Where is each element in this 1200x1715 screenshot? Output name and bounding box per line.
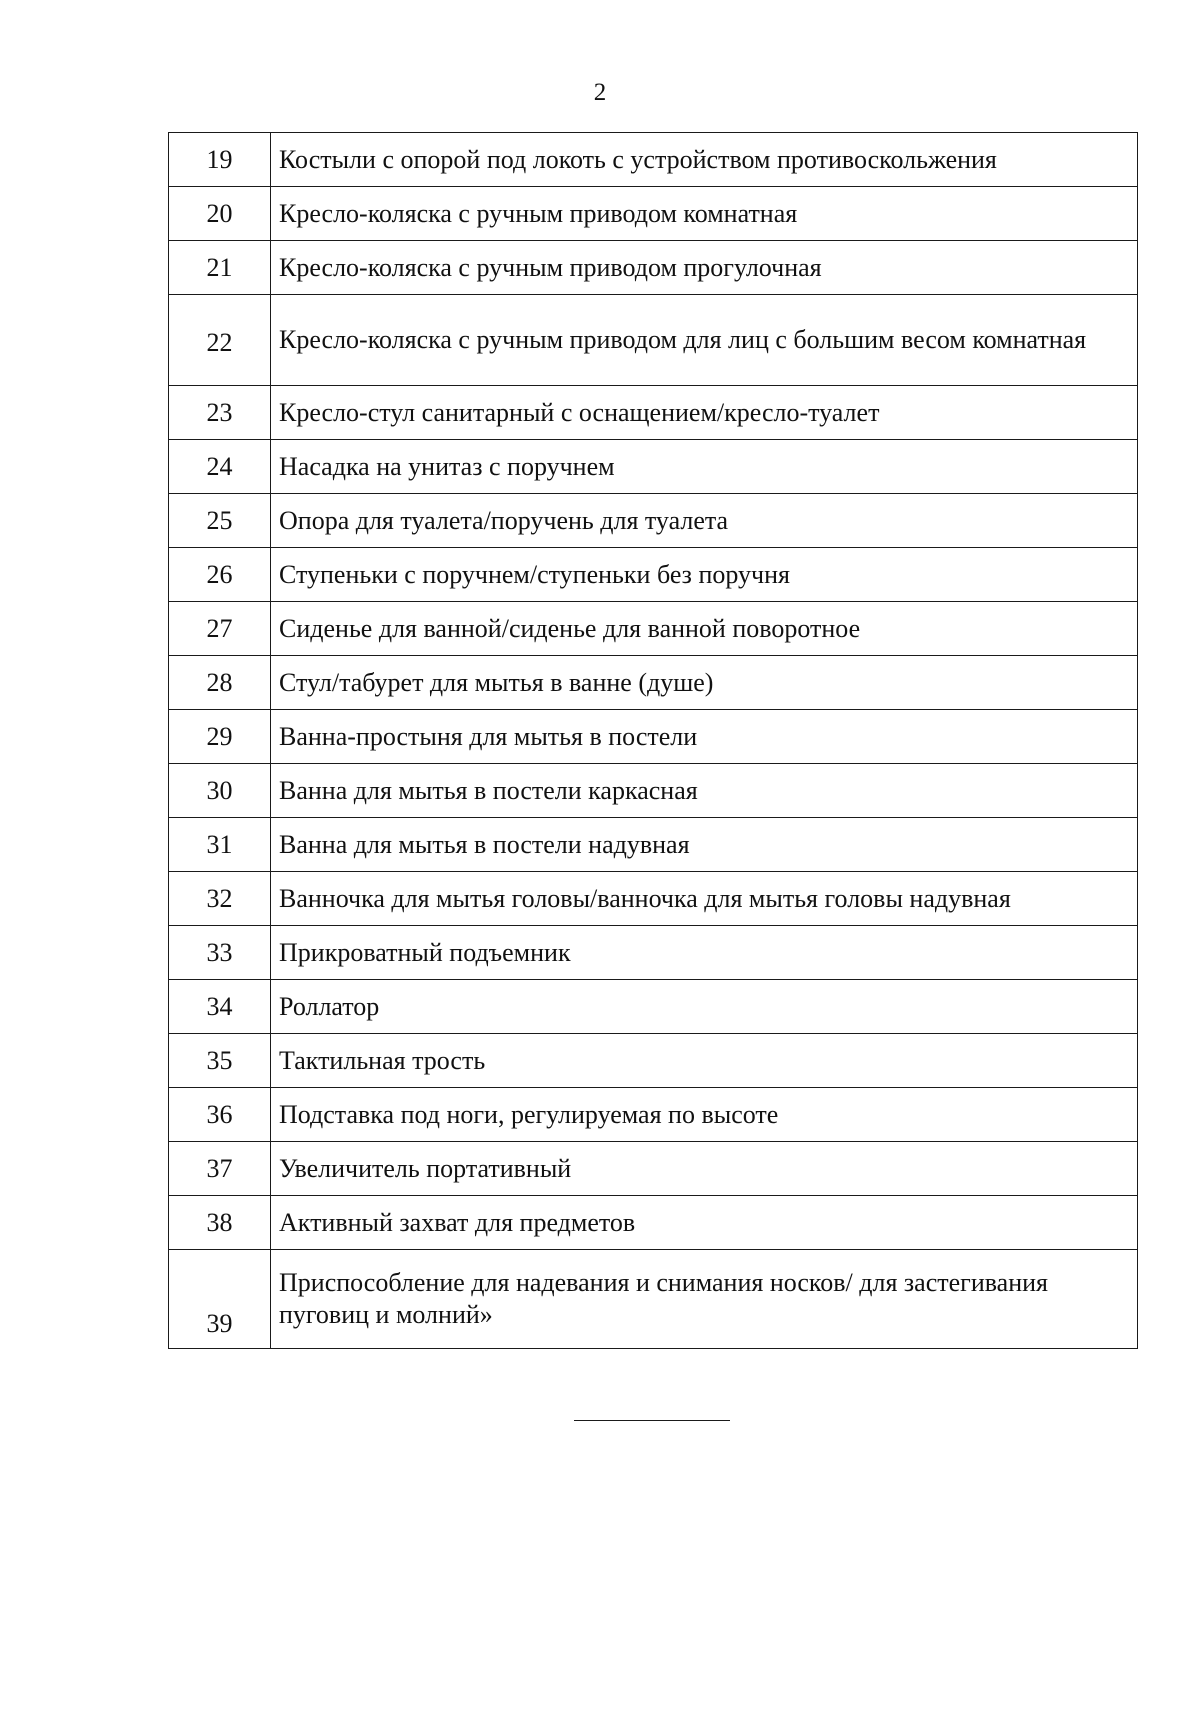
row-number: 39 <box>169 1250 271 1349</box>
table-row <box>169 764 1138 818</box>
row-number: 31 <box>169 818 271 872</box>
row-item-name: Ванна для мытья в постели надувная <box>271 818 1138 872</box>
row-item-name: Ванна-простыня для мытья в постели <box>271 710 1138 764</box>
row-number: 24 <box>169 440 271 494</box>
row-item-name: Ванна для мытья в постели каркасная <box>271 764 1138 818</box>
table-row <box>169 872 1138 926</box>
row-number: 35 <box>169 1034 271 1088</box>
row-item-name: Опора для туалета/поручень для туалета <box>271 494 1138 548</box>
row-item-name: Кресло-коляска с ручным приводом для лиц с большим весом комнатная <box>271 295 1138 386</box>
row-number: 28 <box>169 656 271 710</box>
row-number: 34 <box>169 980 271 1034</box>
row-number: 32 <box>169 872 271 926</box>
table-row <box>169 1196 1138 1250</box>
table-row <box>169 241 1138 295</box>
row-item-name: Увеличитель портативный <box>271 1142 1138 1196</box>
table-row <box>169 1250 1138 1349</box>
row-item-name: Приспособление для надевания и снимания носков/ для застегивания пуговиц и молний» <box>271 1250 1138 1349</box>
table-row <box>169 710 1138 764</box>
table-row <box>169 133 1138 187</box>
row-number: 29 <box>169 710 271 764</box>
row-item-name: Насадка на унитаз с поручнем <box>271 440 1138 494</box>
row-number: 21 <box>169 241 271 295</box>
row-number: 19 <box>169 133 271 187</box>
row-item-name: Роллатор <box>271 980 1138 1034</box>
row-number: 30 <box>169 764 271 818</box>
row-item-name: Кресло-коляска с ручным приводом комнатная <box>271 187 1138 241</box>
row-number: 27 <box>169 602 271 656</box>
row-number: 20 <box>169 187 271 241</box>
row-item-name: Стул/табурет для мытья в ванне (душе) <box>271 656 1138 710</box>
row-item-name: Кресло-коляска с ручным приводом прогулочная <box>271 241 1138 295</box>
end-divider-line <box>574 1420 730 1421</box>
table-row <box>169 602 1138 656</box>
table-row <box>169 1088 1138 1142</box>
row-item-name: Ступеньки с поручнем/ступеньки без поручня <box>271 548 1138 602</box>
table-row <box>169 494 1138 548</box>
table-row <box>169 440 1138 494</box>
row-number: 36 <box>169 1088 271 1142</box>
table-row <box>169 1142 1138 1196</box>
row-item-name: Кресло-стул санитарный с оснащением/кресло-туалет <box>271 386 1138 440</box>
row-item-name: Прикроватный подъемник <box>271 926 1138 980</box>
row-item-name: Сиденье для ванной/сиденье для ванной поворотное <box>271 602 1138 656</box>
row-item-name: Ванночка для мытья головы/ванночка для мытья головы надувная <box>271 872 1138 926</box>
table-row <box>169 818 1138 872</box>
table-row <box>169 187 1138 241</box>
table-row <box>169 980 1138 1034</box>
row-number: 33 <box>169 926 271 980</box>
row-item-name: Тактильная трость <box>271 1034 1138 1088</box>
items-table <box>168 132 1138 1349</box>
row-number: 37 <box>169 1142 271 1196</box>
row-number: 38 <box>169 1196 271 1250</box>
table-row <box>169 1034 1138 1088</box>
row-item-name: Подставка под ноги, регулируемая по высоте <box>271 1088 1138 1142</box>
row-item-name: Активный захват для предметов <box>271 1196 1138 1250</box>
row-number: 23 <box>169 386 271 440</box>
table-row <box>169 548 1138 602</box>
row-number: 26 <box>169 548 271 602</box>
table-row <box>169 656 1138 710</box>
row-item-name: Костыли с опорой под локоть с устройством противоскольжения <box>271 133 1138 187</box>
row-number: 25 <box>169 494 271 548</box>
page-number: 2 <box>593 79 607 106</box>
table-row <box>169 386 1138 440</box>
row-number: 22 <box>169 295 271 386</box>
table-row <box>169 295 1138 386</box>
table-row <box>169 926 1138 980</box>
